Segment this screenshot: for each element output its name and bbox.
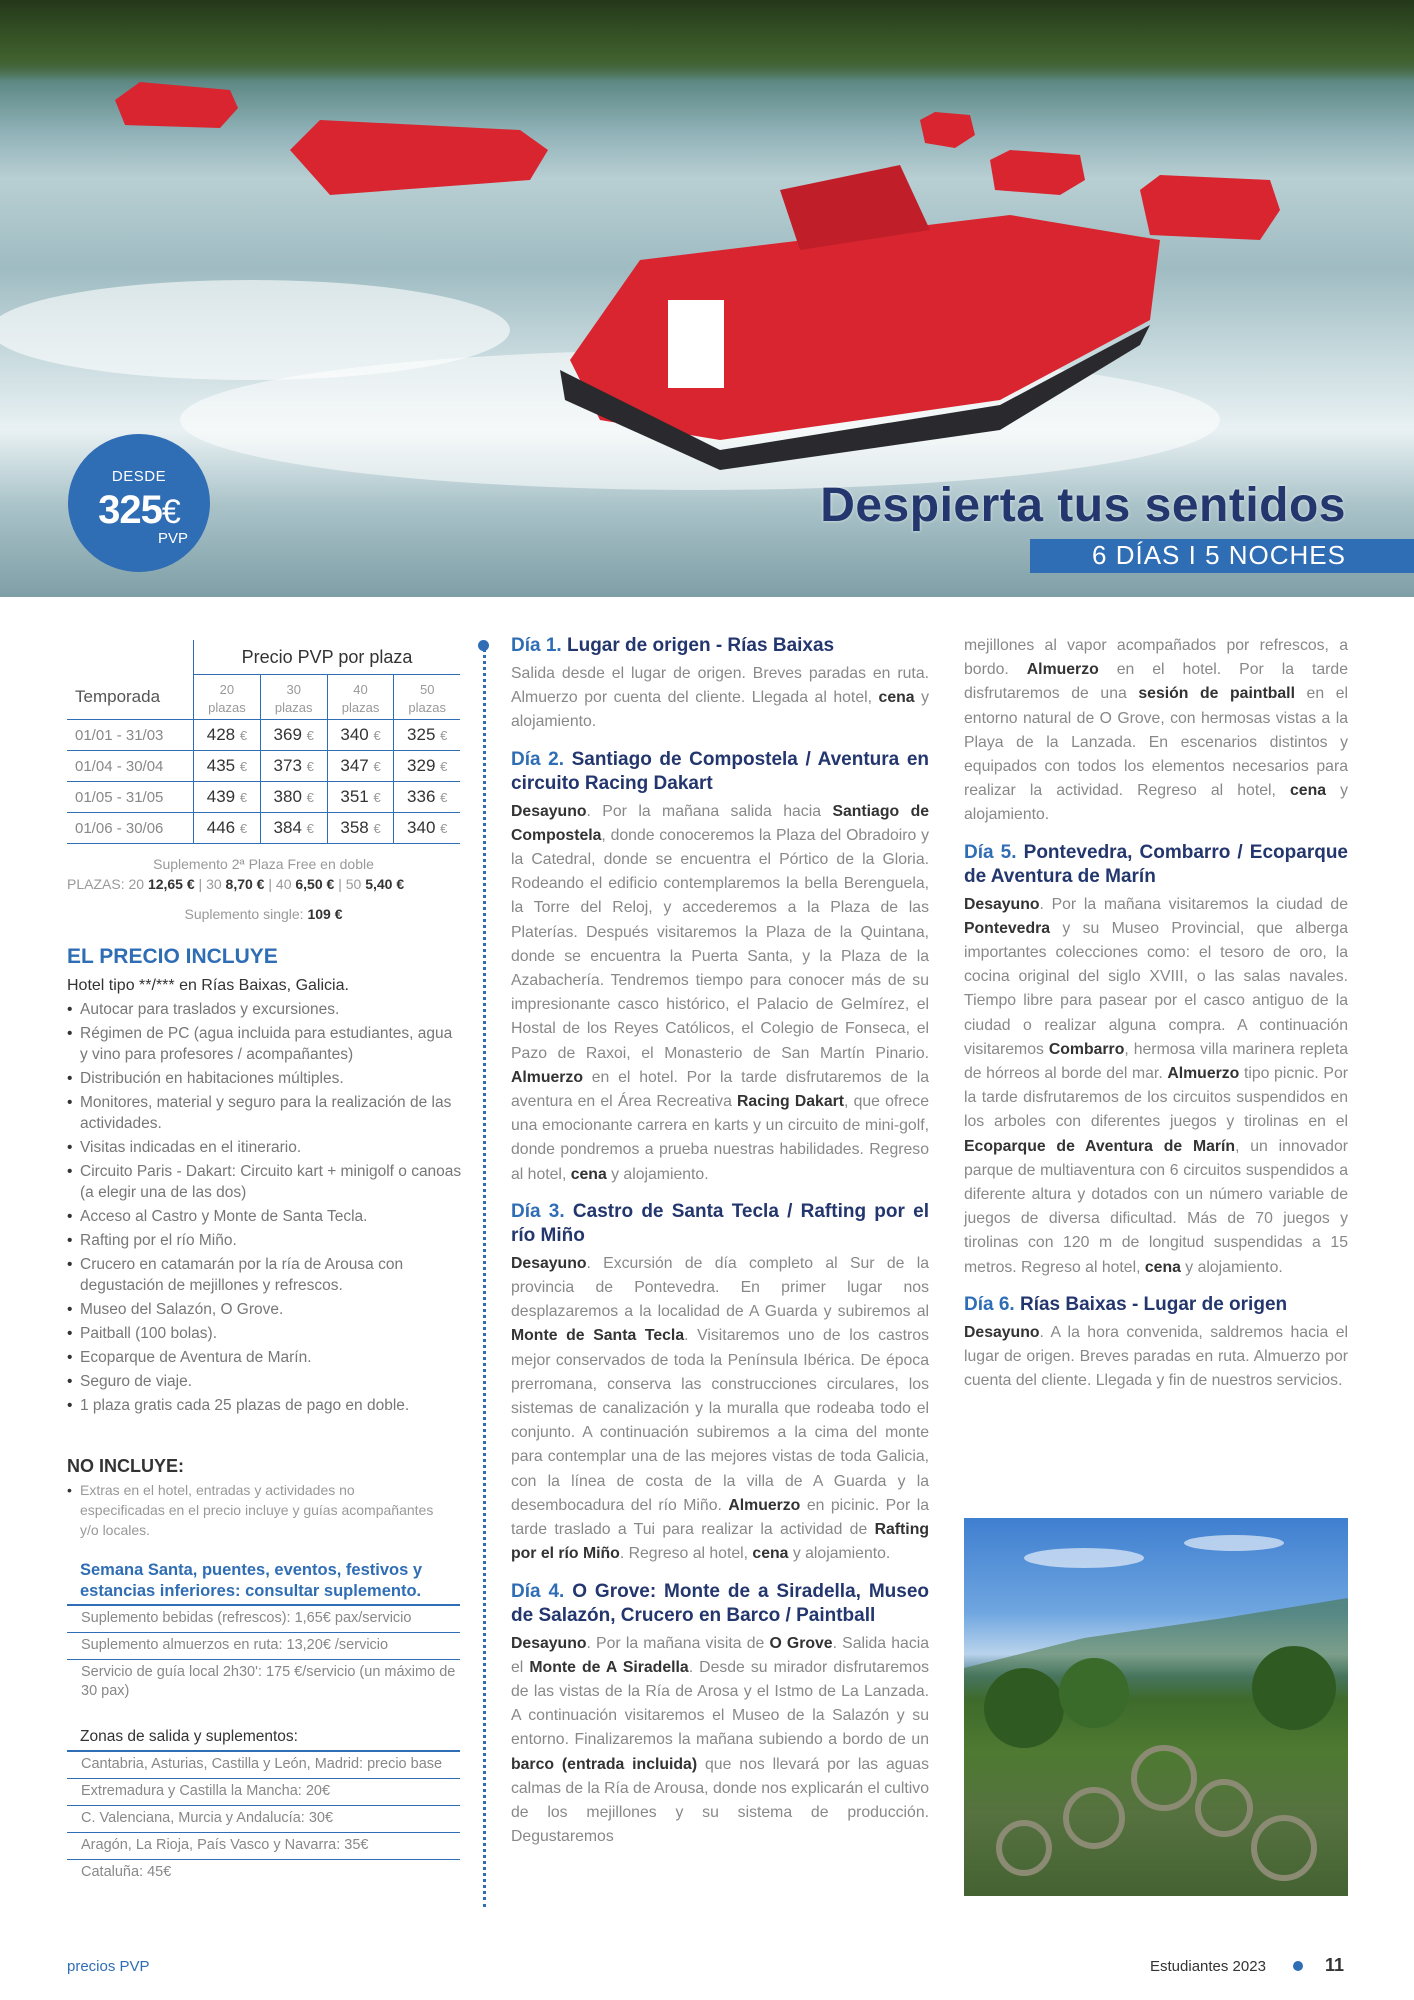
footer-dot-icon (1293, 1961, 1303, 1971)
list-item: • Rafting por el río Miño. (67, 1230, 462, 1251)
suplementos-title: Semana Santa, puentes, eventos, festivos y estancias inferiores: consultar suplemento. (80, 1561, 423, 1600)
page-number: 11 (1325, 1955, 1345, 1975)
hero-subtitle: 6 DÍAS I 5 NOCHES (1092, 540, 1346, 570)
list-item: • Monitores, material y seguro para la realización de las actividades. (67, 1092, 462, 1134)
day-1-title: Día 1. Lugar de origen - Rías Baixas (511, 635, 835, 656)
price-badge-desde: DESDE (111, 468, 167, 485)
castro-photo (964, 1518, 1348, 1896)
col-header-40: 40 plazas (327, 675, 394, 720)
table-row: 01/05 - 31/05 439 € 380 € 351 € 336 € (67, 782, 460, 813)
list-item: Servicio de guía local 2h30': 175 €/servicio (un máximo de 30 pax) (67, 1659, 460, 1705)
list-item: Cataluña: 45€ (67, 1859, 460, 1886)
day-6-title: Día 6. Rías Baixas - Lugar de origen (964, 1293, 1288, 1315)
table-row: 01/04 - 30/04 435 € 373 € 347 € 329 € (67, 751, 460, 782)
day-4-text: Desayuno. Por la mañana visita de O Grove. Salida hacia el Monte de A Siradella. Desde su mirador disfrutaremos de las vistas de la Ría de Arosa y el Istmo de La Lanzada. A continuación visitaremos el Museo de la Salazón y su entorno. Finalizaremos la mañana subiendo a bordo de un barco (entrada incluida) que nos llevará por las aguas calmas de la Ría de Arousa, donde nos explicarán el cultivo de los mejillones y su sistema de producción. Degustaremos (511, 1634, 930, 1846)
incluye-hotel: Hotel tipo **/*** en Rías Baixas, Galicia. (67, 977, 349, 994)
list-item: Aragón, La Rioja, País Vasco y Navarra: 35€ (67, 1832, 460, 1859)
season-header: Temporada (67, 675, 194, 720)
list-item: • Visitas indicadas en el itinerario. (67, 1137, 462, 1158)
itinerary-column-right (964, 634, 1348, 1406)
list-item: • Ecoparque de Aventura de Marín. (67, 1347, 462, 1368)
list-item: • Seguro de viaje. (67, 1371, 462, 1392)
col-header-30: 30 plazas (260, 675, 327, 720)
list-item: • Distribución en habitaciones múltiples. (67, 1068, 462, 1089)
day-3-text: Desayuno. Excursión de día completo al Sur de la provincia de Pontevedra. En primer lugar nos desplazaremos a la localidad de A Guarda y subiremos al Monte de Santa Tecla. Visitaremos uno de los castros mejor conservados de toda la Península Ibérica. De época prerromana, conserva las construcciones circulares, los sistemas de canalización y la muralla que rodeaba todo el conjunto. A continuación subiremos a la cima del monte para contemplar una de las mejores vistas de toda Galicia, con la línea de costa de la villa de A Guarda y la desembocadura del río Miño. Almuerzo en picinic. Por la tarde traslado a Tui para realizar la actividad de Rafting por el río Miño. Regreso al hotel, cena y alojamiento. (511, 1254, 929, 1563)
no-incluye-text: • Extras en el hotel, entradas y actividades no especificadas en el precio incluye y guías acompañantes y/o locales. (67, 1480, 435, 1540)
col-header-50: 50 plazas (394, 675, 460, 720)
col-header-20: 20 plazas (194, 675, 261, 720)
price-badge-pvp: PVP (157, 530, 188, 547)
list-item: • Paitball (100 bolas). (67, 1323, 462, 1344)
day-5-title: Día 5. Pontevedra, Combarro / Ecoparque de Aventura de Marín (964, 841, 1349, 887)
hero-title: Despierta tus sentidos (820, 479, 1346, 532)
footer-right: Estudiantes 2023 (1150, 1958, 1266, 1975)
day-2-text: Desayuno. Por la mañana salida hacia Santiago de Compostela, donde conoceremos la Plaza del Obradoiro y la Catedral, donde se encuentra el Pórtico de la Gloria. Rodeando el edificio contemplaremos la bella Berenguela, la Torre del Reloj, y accederemos a la Plaza de las Platerías. Después visitaremos la Plaza de la Quintana, donde se encuentra la Puerta Santa, y la Plaza de la Azabachería. Tendremos tiempo para conocer más de su impresionante casco histórico, el Palacio de Gelmírez, el Hostal de los Reyes Católicos, el Colegio de Fonseca, el Pazo de Raxoi, el Monasterio de San Martín Pinario. Almuerzo en el hotel. Por la tarde disfrutaremos de la aventura en el Área Recreativa Racing Dakart, que ofrece una emocionante carrera en karts y un circuito de mini-golf, donde pondremos a prueba nuestras habilidades. Regreso al hotel, cena y alojamiento. (511, 802, 929, 1183)
day-2-title: Día 2. Santiago de Compostela / Aventura en circuito Racing Dakart (511, 748, 929, 794)
list-item: • 1 plaza gratis cada 25 plazas de pago en doble. (67, 1395, 462, 1416)
list-item: • Museo del Salazón, O Grove. (67, 1299, 462, 1320)
day-1-text: Salida desde el lugar de origen. Breves paradas en ruta. Almuerzo por cuenta del cliente. Llegada al hotel, cena y alojamiento. (511, 665, 929, 731)
list-item: • Crucero en catamarán por la ría de Arousa con degustación de mejillones y refrescos. (67, 1254, 462, 1296)
incluye-title: EL PRECIO INCLUYE (67, 945, 278, 968)
day-4-text-cont: mejillones al vapor acompañados por refrescos, a bordo. Almuerzo en el hotel. Por la tarde disfrutaremos de una sesión de paintball en el entorno natural de O Grove, con hermosas vistas a la Playa de la Lanzada. En escenarios distintos y equipados con todos los elementos necesarios para realizar la actividad. Regreso al hotel, cena y alojamiento. (964, 637, 1348, 824)
supplement-plaza-label: Suplemento 2ª Plaza Free en doble (153, 856, 374, 872)
zonas-title: Zonas de salida y suplementos: (80, 1728, 298, 1745)
footer-left: precios PVP (67, 1958, 150, 1975)
supplement-plaza-values: PLAZAS: 20 12,65 € | 30 8,70 € | 40 6,50 € | 50 5,40 € (67, 876, 405, 892)
list-item: • Autocar para traslados y excursiones. (67, 999, 462, 1020)
list-item: Extremadura y Castilla la Mancha: 20€ (67, 1778, 460, 1805)
price-table-header: Precio PVP por plaza (194, 640, 461, 675)
column-divider (483, 642, 486, 1907)
price-badge (68, 434, 210, 572)
castro-illustration (964, 1518, 1348, 1896)
hero-photo (0, 0, 1414, 597)
list-item: Suplemento bebidas (refrescos): 1,65€ pax/servicio (67, 1604, 460, 1632)
day-4-title: Día 4. O Grove: Monte de a Siradella, Museo de Salazón, Crucero en Barco / Paintball (511, 1580, 929, 1626)
list-item: • Circuito Paris - Dakart: Circuito kart + minigolf o canoas (a elegir una de las dos) (67, 1161, 462, 1203)
list-item: Suplemento almuerzos en ruta: 13,20€ /servicio (67, 1632, 460, 1659)
no-incluye-title: NO INCLUYE: (67, 1456, 184, 1476)
table-row: 01/06 - 30/06 446 € 384 € 358 € 340 € (67, 813, 460, 844)
zonas-list (67, 1750, 460, 1886)
list-item: • Régimen de PC (agua incluida para estudiantes, agua y vino para profesores / acompañantes) (67, 1023, 462, 1065)
day-6-text: Desayuno. A la hora convenida, saldremos hacia el lugar de origen. Breves paradas en ruta. Almuerzo por cuenta del cliente. Llegada y fin de nuestros servicios. (964, 1323, 1348, 1390)
suplementos-list (67, 1604, 460, 1705)
list-item: • Acceso al Castro y Monte de Santa Tecla. (67, 1206, 462, 1227)
day-5-text: Desayuno. Por la mañana visitaremos la ciudad de Pontevedra y su Museo Provincial, que alberga importantes colecciones como: el tesoro de oro, la cocina original del siglo XVIII, o las salas navales. Tiempo libre para pasear por el casco antiguo de la ciudad o realizar alguna compra. A continuación visitaremos Combarro, hermosa villa marinera repleta de hórreos al borde del mar. Almuerzo tipo picnic. Por la tarde disfrutaremos de los circuitos suspendidos en los arboles con diferentes juegos y tirolinas en el Ecoparque de Aventura de Marín, un innovador parque de multiaventura con 6 circuitos suspendidos a diferente altura y dotados con un número variable de juegos de diversa dificultad. Más de 70 juegos y tirolinas con 120 m de longitud suspendidas a 15 metros. Regreso al hotel, cena y alojamiento. (964, 895, 1349, 1276)
list-item: C. Valenciana, Murcia y Andalucía: 30€ (67, 1805, 460, 1832)
table-row: 01/01 - 31/03 428 € 369 € 340 € 325 € (67, 720, 460, 751)
itinerary-column-middle (511, 634, 929, 1862)
price-table (67, 640, 460, 844)
price-badge-amount: 325€ (98, 488, 180, 532)
day-3-title: Día 3. Castro de Santa Tecla / Rafting por el río Miño (511, 1200, 929, 1246)
supplement-single: Suplemento single: 109 € (184, 906, 343, 922)
incluye-list (67, 999, 462, 1419)
list-item: Cantabria, Asturias, Castilla y León, Madrid: precio base (67, 1750, 460, 1778)
